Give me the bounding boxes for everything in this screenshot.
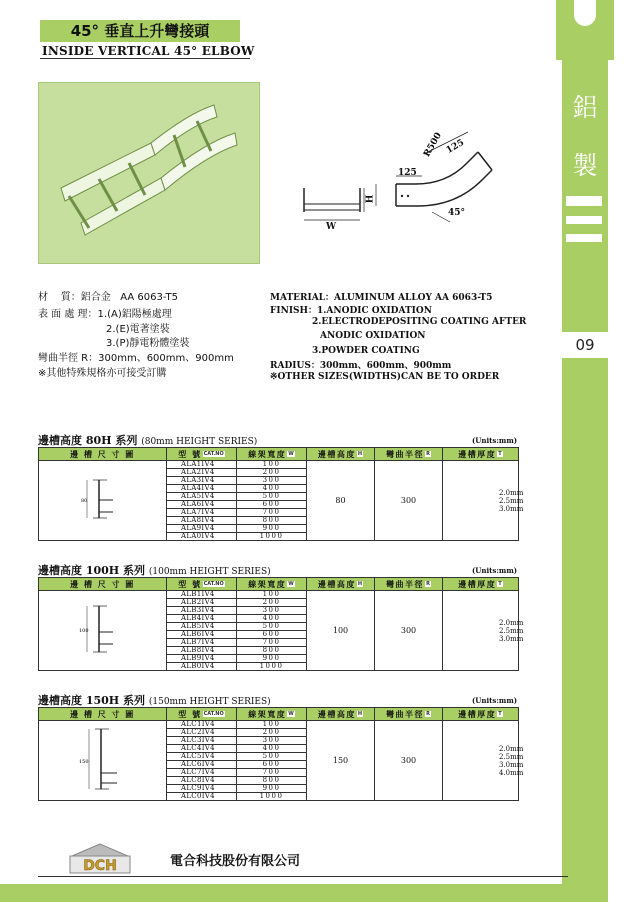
col-height [307,708,375,721]
width-value: 100 [237,591,307,599]
spec-cn-material: 材 質：鋁合金 AA 6063-T5 [38,292,178,303]
series-150-heading [38,692,271,708]
col-radius-tag: R [426,581,430,587]
series-100-title: 邊槽高度 100H 系列 [38,564,146,577]
width-value: 800 [237,647,307,655]
col-height-tag: H [357,711,363,717]
cat-no: ALB7IV4 [167,639,237,647]
side-bar-3 [566,234,602,242]
width-value: 1000 [237,663,307,671]
height-value: 100 [307,591,375,671]
thickness-item: 2.0mm [499,744,524,753]
thickness-item: 2.0mm [499,618,524,627]
cat-no: ALC0IV4 [167,793,237,801]
thickness-item: 4.0mm [499,768,524,777]
thickness-item: 2.5mm [499,496,524,505]
spec-en-finish-3: 3.POWDER COATING [312,346,420,356]
radius-value: 300 [375,591,443,671]
width-value: 600 [237,501,307,509]
cat-no: ALC1IV4 [167,721,237,729]
series-100-units: (Units:mm) [472,566,518,575]
width-value: 400 [237,745,307,753]
series-100-subtitle: (100mm HEIGHT SERIES) [148,567,271,577]
page-number: 09 [560,332,610,358]
series-100-heading [38,562,271,578]
side-band-notch [574,0,596,26]
spec-en-finish-1: FINISH：1.ANODIC OXIDATION [270,306,432,316]
width-value: 300 [237,477,307,485]
col-width-tag: W [288,451,294,457]
width-value: 200 [237,599,307,607]
cat-no: ALC4IV4 [167,745,237,753]
height-value: 150 [307,721,375,801]
col-radius-label: 彎曲半徑 [386,579,425,589]
width-value: 200 [237,469,307,477]
thickness-item: 2.5mm [499,752,524,761]
cat-no: ALC3IV4 [167,737,237,745]
cat-no: ALB8IV4 [167,647,237,655]
dim-125-mid: 125 [398,168,417,178]
width-value: 200 [237,729,307,737]
spec-cn-radius: 彎曲半徑 R：300mm、600mm、900mm [38,353,234,364]
col-model [167,448,237,461]
dim-125-top: 125 [444,137,467,157]
col-width-label: 線架寬度 [248,579,287,589]
cat-no: ALA4IV4 [167,485,237,493]
col-width-label: 線架寬度 [248,449,287,459]
col-model-tag: CAT.NO [203,711,224,717]
spec-cn-finish-1: 表 面 處 理：1.(A)鋁陽極處理 [38,309,172,320]
width-value: 700 [237,509,307,517]
col-radius [375,708,443,721]
spec-cn-other: ※其他特殊規格亦可接受訂購 [38,368,167,379]
col-width-tag: W [288,711,294,717]
width-value: 600 [237,631,307,639]
col-thickness [443,578,519,591]
col-width [237,448,307,461]
cat-no: ALA0IV4 [167,533,237,541]
profile-80-label: 80 [80,497,87,504]
cat-no: ALB5IV4 [167,623,237,631]
cat-no: ALC5IV4 [167,753,237,761]
cat-no: ALB1IV4 [167,591,237,599]
side-char-made: 製 [572,151,598,180]
col-height [307,448,375,461]
width-value: 400 [237,615,307,623]
table-header-row [39,448,519,461]
profile-100-label: 100 [78,627,89,634]
col-model-tag: CAT.NO [203,581,224,587]
col-height [307,578,375,591]
cat-no: ALC2IV4 [167,729,237,737]
cat-no: ALC6IV4 [167,761,237,769]
col-thickness-label: 邊槽厚度 [458,709,497,719]
profile-100-icon [73,598,133,662]
product-photo [38,82,260,264]
width-value: 800 [237,517,307,525]
radius-value: 300 [375,721,443,801]
cat-no: ALA2IV4 [167,469,237,477]
spec-en-radius: RADIUS：300mm、600mm、900mm [270,361,452,371]
series-150-table [38,707,524,801]
profile-150-label: 150 [78,758,89,765]
series-150-subtitle: (150mm HEIGHT SERIES) [148,697,271,707]
width-value: 500 [237,753,307,761]
width-value: 300 [237,737,307,745]
col-radius [375,448,443,461]
width-value: 900 [237,525,307,533]
side-char-aluminum: 鋁 [572,93,598,122]
dim-w: W [326,222,337,232]
width-value: 700 [237,639,307,647]
col-radius [375,578,443,591]
series-80-units: (Units:mm) [472,436,518,445]
thickness-values [443,721,524,801]
cat-no: ALB0IV4 [167,663,237,671]
col-height-tag: H [357,451,363,457]
spec-cn-finish-3: 3.(P)靜電粉體塗裝 [106,338,190,349]
spec-en-material: MATERIAL：ALUMINUM ALLOY AA 6063-T5 [270,293,493,303]
col-width [237,708,307,721]
thickness-item: 2.5mm [499,626,524,635]
cat-no: ALA5IV4 [167,493,237,501]
cat-no: ALB4IV4 [167,615,237,623]
height-value: 80 [307,461,375,541]
col-height-label: 邊槽高度 [317,579,356,589]
width-value: 1000 [237,533,307,541]
series-150-title: 邊槽高度 150H 系列 [38,694,146,707]
side-band [562,0,608,902]
col-model-label: 型 號 [178,579,202,589]
width-value: 100 [237,461,307,469]
cat-no: ALA6IV4 [167,501,237,509]
col-thickness [443,708,519,721]
thickness-item: 3.0mm [499,634,524,643]
col-radius-label: 彎曲半徑 [386,709,425,719]
spec-en-other: ※OTHER SIZES(WIDTHS)CAN BE TO ORDER [270,372,500,382]
series-80-table [38,447,524,541]
thickness-item: 2.0mm [499,488,524,497]
thickness-item: 3.0mm [499,504,524,513]
series-80-heading [38,432,257,448]
elbow-illustration [39,83,259,263]
cat-no: ALA3IV4 [167,477,237,485]
cat-no: ALB3IV4 [167,607,237,615]
table-header-row [39,578,519,591]
col-width-tag: W [288,581,294,587]
cat-no: ALA7IV4 [167,509,237,517]
spec-cn-finish-2: 2.(E)電著塗裝 [106,324,170,335]
dim-r500: R500 [422,131,445,159]
col-height-label: 邊槽高度 [317,449,356,459]
dim-45: 45° [448,208,466,218]
width-value: 500 [237,493,307,501]
dim-h: H [365,194,376,204]
col-thickness-label: 邊槽厚度 [458,449,497,459]
radius-value: 300 [375,461,443,541]
width-value: 900 [237,785,307,793]
col-width [237,578,307,591]
width-value: 800 [237,777,307,785]
thickness-values [443,591,524,671]
table-header-row [39,708,519,721]
col-model-label: 型 號 [178,709,202,719]
col-radius-tag: R [426,451,430,457]
cat-no: ALA1IV4 [167,461,237,469]
cat-no: ALB2IV4 [167,599,237,607]
col-width-label: 線架寬度 [248,709,287,719]
side-bar-1 [566,196,602,206]
width-value: 1000 [237,793,307,801]
cat-no: ALA8IV4 [167,517,237,525]
width-value: 600 [237,761,307,769]
cat-no: ALC9IV4 [167,785,237,793]
dimension-drawing-100 [39,591,167,671]
bottom-strip [0,884,608,902]
cat-no: ALB6IV4 [167,631,237,639]
width-value: 900 [237,655,307,663]
col-dimension: 邊 槽 尺 寸 圖 [39,448,167,461]
col-model-tag: CAT.NO [203,451,224,457]
side-bar-2 [566,216,602,224]
profile-150-icon [73,725,133,795]
page-title-en: INSIDE VERTICAL 45° ELBOW [42,44,255,58]
footer-rule [38,876,568,877]
profile-80-icon [73,470,133,530]
col-thickness-tag: T [498,451,502,457]
width-value: 500 [237,623,307,631]
dimension-drawing-150 [39,721,167,801]
col-thickness [443,448,519,461]
col-dimension: 邊 槽 尺 寸 圖 [39,708,167,721]
series-100-table [38,577,524,671]
thickness-item: 3.0mm [499,760,524,769]
width-value: 300 [237,607,307,615]
page-title-cn: 45° 垂直上升彎接頭 [40,20,240,42]
col-dimension: 邊 槽 尺 寸 圖 [39,578,167,591]
spec-en-finish-2b: ANODIC OXIDATION [320,331,426,341]
col-model [167,578,237,591]
spec-en-finish-2a: 2.ELECTRODEPOSITING COATING AFTER [312,317,527,327]
col-height-tag: H [357,581,363,587]
width-value: 400 [237,485,307,493]
width-value: 100 [237,721,307,729]
series-80-title: 邊槽高度 80H 系列 [38,434,138,447]
thickness-values [443,461,524,541]
col-radius-tag: R [426,711,430,717]
col-thickness-tag: T [498,711,502,717]
col-radius-label: 彎曲半徑 [386,449,425,459]
title-underline [40,58,250,59]
col-thickness-label: 邊槽厚度 [458,579,497,589]
series-150-units: (Units:mm) [472,696,518,705]
col-model [167,708,237,721]
cat-no: ALB9IV4 [167,655,237,663]
dimension-drawing-80 [39,461,167,541]
width-value: 700 [237,769,307,777]
cat-no: ALC8IV4 [167,777,237,785]
series-80-subtitle: (80mm HEIGHT SERIES) [141,437,258,447]
cat-no: ALA9IV4 [167,525,237,533]
logo-text: DCH [83,858,117,874]
company-logo [64,842,136,874]
col-thickness-tag: T [498,581,502,587]
cat-no: ALC7IV4 [167,769,237,777]
col-model-label: 型 號 [178,449,202,459]
col-height-label: 邊槽高度 [317,709,356,719]
company-name: 電合科技股份有限公司 [170,854,301,869]
